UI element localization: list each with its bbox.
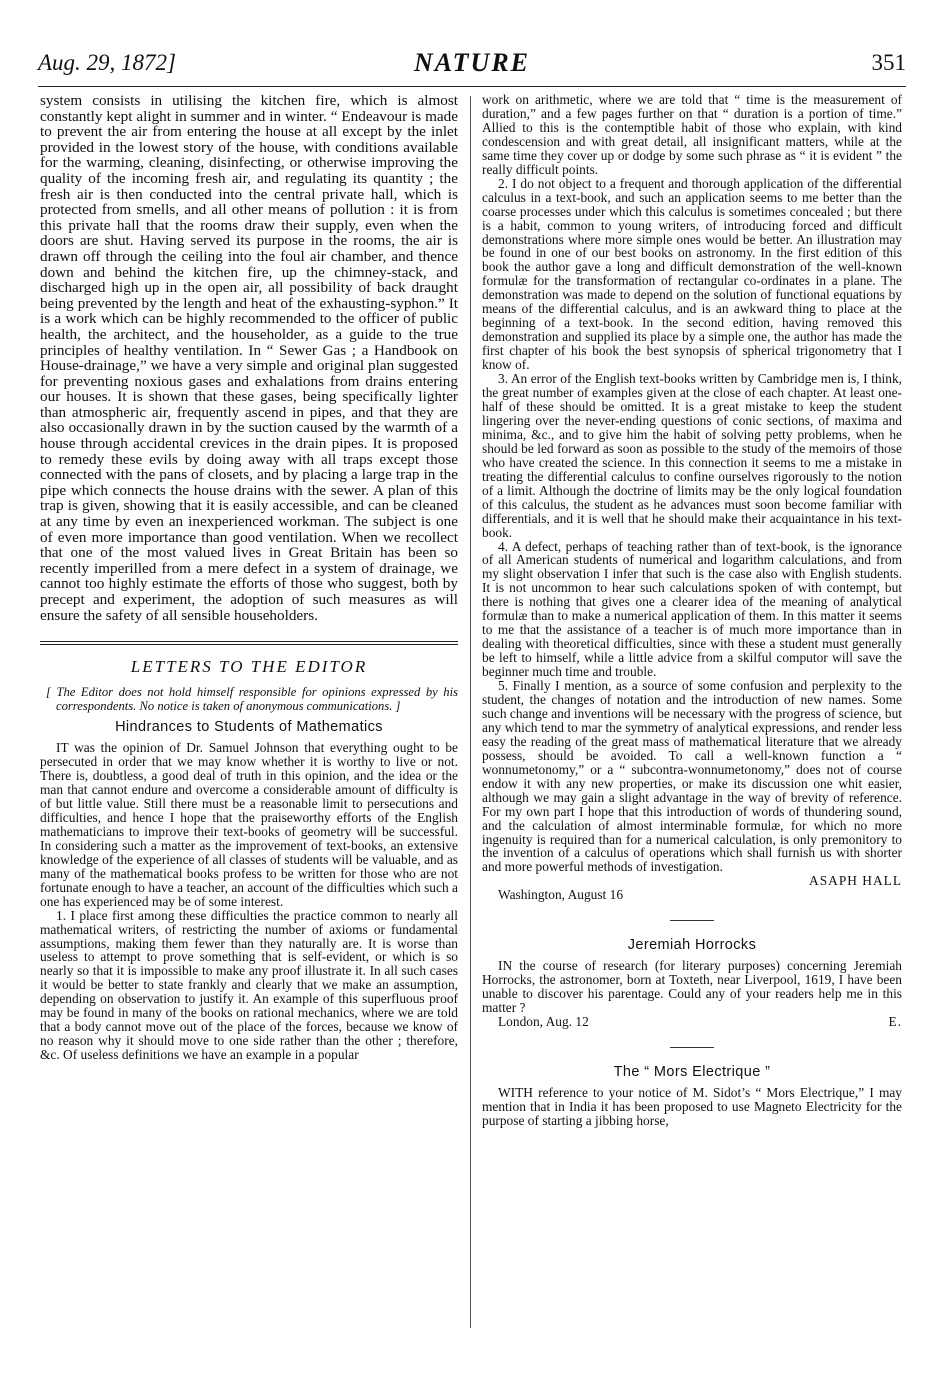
letter-title-mors-electrique: The “ Mors Electrique ” (613, 1064, 771, 1081)
letter-paragraph: 2. I do not object to a frequent and thorough application of the differential calculus in a text-book, and such an application seems to me better than the coarse processes under which this calculus is sometimes concealed ; but there is a habit, common to young writers, of introducing forced and difficult demonstrations where more simple ones would be better. An illustration may be found in one of our best books on astronomy. In the first edition of this book the author gave a long and difficult demonstration of the well-known formulæ for the transformation of rectangular co-ordinates in a plane. The demonstration was made to depend on the solution of functional equations by means of the differential calculus, and is an awkward thing to place at the beginning of a text-book. In the second edition, having removed this demonstration and supplied its place by a simple one, the author has made the first chapter of his book the best synopsis of spherical trigonometry that I know of. (482, 175, 902, 373)
letter-paragraph: 3. An error of the English text-books written by Cambridge men is, I think, the great number of examples given at the close of each chapter. At least one-half of these should be omitted. It is a great mistake to keep the student lingering over the never-ending questions of conic sections, of maxima and minima, &c., and to give him the habit of solving petty problems, when he should be led forward as soon as possible to the study of the memoirs of those who have created the science. In this connection it seems to me a mistake in treating the differential calculus to confine ourselves rigorously to the notion of a limit. Although the doctrine of limits may be the only logical foundation of this calculus, the student as he advances must soon become familiar with differentials, and it is well that he should make their acquaintance in his text-book. (482, 371, 902, 540)
signature-initial: E. (888, 1014, 902, 1030)
right-column (482, 93, 902, 1128)
signature-line (482, 874, 902, 888)
letter-separator (670, 1047, 714, 1048)
editorial-continuation: system consists in utilising the kitchen fire, which is almost constantly kept alight in summer and in winter. “ Endeavour is made to prevent the air from entering the house at all except by the inlet provided in the lowest story of the house, with conditions available for the warming, cleaning, disinfecting, or otherwise improving the quality of the incoming fresh air, and regulating its quantity ; the fresh air is then conducted into the central private hall, which is protected from smells, and all other means of pollution : it is from this private hall that the rooms draw their supply, even when the doors are shut. Having served its purpose in the rooms, the air is drawn off through the ceiling into the foul air chamber, and thence down and behind the kitchen fire, up the chimney-stack, and discharged high up in the open air, all possibility of back draught being prevented by the length and heat of the exhausting-syphon.” It is a work which can be highly recommended to the officer of public health, the architect, and the householder, as a guide to the true principles of healthy ventilation. In “ Sewer Gas ; a Handbook on House-drainage,” we have a very simple and original plan suggested for preventing noxious gases and exhalations from drains entering our houses. It is shown that these gases, being specifically lighter than atmospheric air, frequently ascend in pipes, and that they are also occasionally drawn in by the suction caused by the warmth of a house through accidental crevices in the drain pipes. It is proposed to remedy these evils by doing away with all traps except those connected with the pans of closets, and by placing a large trap in the pipe which connects the house drains with the sewer. A plan of this trap is given, showing that it is easily accessible, and can be cleaned at any time by even an inexperienced workman. The subject is one of even more importance than good ventilation. When we recollect that one of the most valued lives in Great Britain has been so recently imperilled from a mere defect in a system of drainage, we cannot too highly estimate the efforts of those who suggest, both by precept and experiment, the adoption of such measures as will ensure the safety of all sensible householders. (40, 92, 458, 624)
left-column (40, 93, 458, 1062)
section-title: LETTERS TO THE EDITOR (130, 657, 368, 677)
editor-notice: [ The Editor does not hold himself responsible for opinions expressed by his correspondents. No notice is taken of anonymous communications. ] (46, 685, 458, 713)
header-rule (38, 86, 906, 87)
letter-paragraph: 4. A defect, perhaps of teaching rather than of text-book, is the ignorance of all American students of numerical and logarithm calculations, and from my slight observation I infer that such is the case also with English students. It is not uncommon to hear such calculations spoken of with contempt, but there is nothing that gives one a clearer idea of the meaning of analytical formulæ than to make a numerical application of them. In this matter it seems to me that the assistance of a teacher is of much more importance than in dealing with theoretical difficulties, since with these a student must generally be left to himself, while a little advice from a skilful computor will save the beginner much time and trouble. (482, 538, 902, 680)
letter-title-horrocks: Jeremiah Horrocks (627, 937, 757, 954)
letter-paragraph: WITH reference to your notice of M. Sidot’s “ Mors Electrique,” I may mention that in India it has been proposed to use Magneto Electricity for the purpose of starting a jibbing horse, (482, 1085, 902, 1128)
issue-date: Aug. 29, 1872] (38, 50, 176, 75)
signature-line (482, 1015, 902, 1029)
letter-dateline: Washington, August 16 (498, 887, 624, 903)
letter-paragraph: IT was the opinion of Dr. Samuel Johnson that everything ought to be persecuted in order that we may know whether it is worthy to live or not. There is, doubtless, a good deal of truth in this opinion, and the idea or the man that cannot endure and overcome a considerable amount of difficulty is of but little value. Still there must be a reasonable limit to persecutions and difficulties, and hence I hope that the praiseworthy efforts of the English mathematicians to improve their text-books of geometry will be successful. In considering such a matter as the improvement of text-books, an extensive knowledge of the experience of all classes of students will be valuable, and as many of the mathematical books profess to be written for those who are not fortunate enough to have a teacher, an account of the difficulties which such a one has experienced may be of some interest. (40, 740, 458, 909)
journal-title: NATURE (413, 48, 531, 77)
letter-title-mathematics: Hindrances to Students of Mathematics (115, 719, 383, 736)
page-number: 351 (871, 50, 906, 75)
letter-continuation: work on arithmetic, where we are told that “ time is the measurement of duration,” and a few pages further on that “ duration is a portion of time.” Allied to this is the contemptible habit of those who explain, with kind condescension and with great detail, all insignificant matters, while at the same time they cover up or dodge by some such phrase as “ it is evident ” the really difficult points. (482, 92, 902, 177)
section-divider (40, 641, 458, 645)
letter-paragraph: 1. I place first among these difficulties the practice common to nearly all mathematical writers, of restricting the number of axioms or fundamental assumptions, making them fewer than they naturally are. It is worse than useless to attempt to prove something that is self-evident, or which is so nearly so that it is impossible to make any proof illustrate it. In all such cases it would be better to state frankly and clearly that we make an assumption, depending on observation to justify it. An example of this superfluous proof may be found in many of the books on rational mechanics, where we are told that a body cannot move out of the place of the forces, because we know of no reason why it should move to one side rather than the other ; therefore, &c. Of useless definitions we have an example in a popular (40, 907, 458, 1063)
page-header (38, 46, 906, 84)
letter-dateline: London, Aug. 12 (498, 1014, 589, 1030)
signature-asaph-hall: ASAPH HALL (809, 873, 902, 889)
letter-separator (670, 920, 714, 921)
column-divider (470, 96, 471, 1328)
letter-paragraph: 5. Finally I mention, as a source of some confusion and perplexity to the student, the changes of notation and the introduction of new names. Some such change and inventions will be necessary with the progress of science, but any which tend to mar the symmetry of analytical expressions, and render less easy the reading of the great mass of mathematical literature that we already possess, should be avoided. To call a well-known function a “ wonnumetonomy,” or a “ subcontra-wonnumetonomy,” does not of course endow it with any new properties, or make its discussion one whit easier, although we may gain a slight advantage in the way of brevity of reference. For my own part I hope that this introduction of words of thundering sound, and the calculation of almost interminable formulæ, for which no more ingenuity is required than for a numerical calculation, is only premonitory to the invention of a calculus of operations which shall furnish us with shorter and more powerful methods of investigation. (482, 678, 902, 875)
letter-paragraph: IN the course of research (for literary purposes) concerning Jeremiah Horrocks, the astronomer, born at Toxteth, near Liverpool, 1619, I have been unable to discover his parentage. Could any of your readers help me in this matter ? (482, 958, 902, 1016)
